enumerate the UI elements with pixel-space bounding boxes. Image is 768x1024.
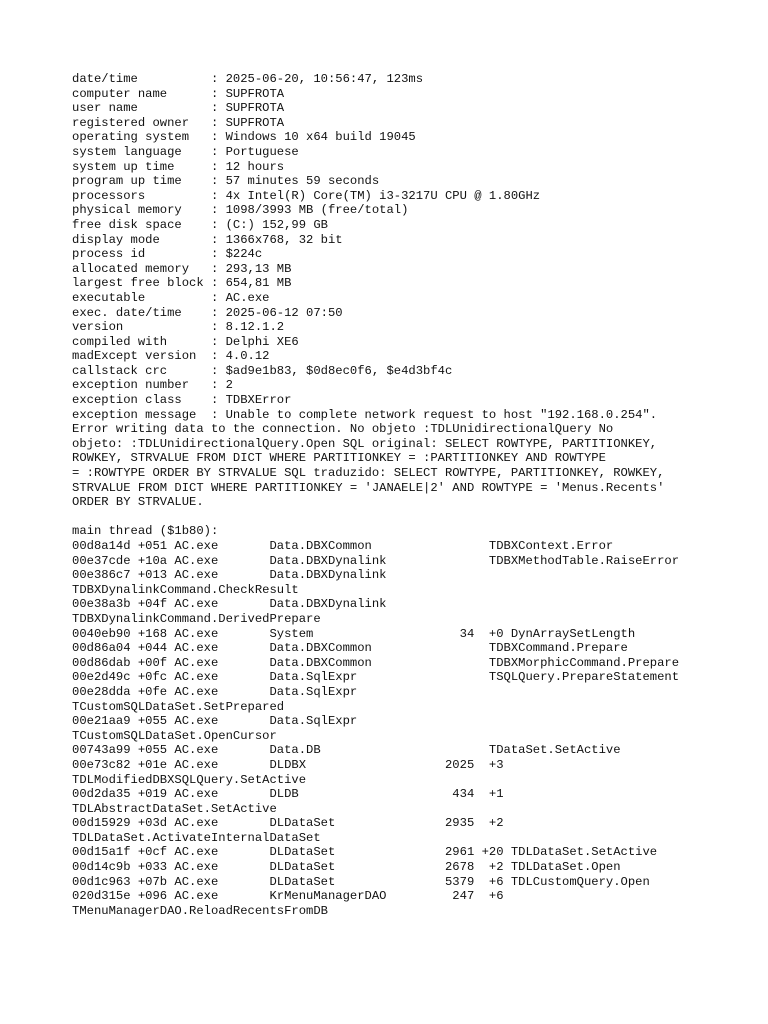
callstack-line: 00e73c82 +01e AC.exe DLDBX 2025 +3 xyxy=(72,757,504,772)
section-spacer xyxy=(72,510,752,525)
callstack-line: 0040eb90 +168 AC.exe System 34 +0 DynArraySetLength xyxy=(72,626,636,641)
callstack-line: 00e37cde +10a AC.exe Data.DBXDynalink TDBXMethodTable.RaiseError xyxy=(72,553,680,568)
report-line-system-language: system language : Portuguese xyxy=(72,144,299,159)
callstack-line: 00d8a14d +051 AC.exe Data.DBXCommon TDBXContext.Error xyxy=(72,539,614,553)
callstack-line: 00e2d49c +0fc AC.exe Data.SqlExpr TSQLQuery.PrepareStatement xyxy=(72,670,680,685)
report-line-processors: processors : 4x Intel(R) Core(TM) i3-3217U CPU @ 1.80GHz xyxy=(72,188,541,203)
report-line-largest-free-block: largest free block : 654,81 MB xyxy=(72,276,292,291)
callstack-line: 00e386c7 +013 AC.exe Data.DBXDynalink xyxy=(72,568,387,583)
callstack-line: 00d15929 +03d AC.exe DLDataSet 2935 +2 xyxy=(72,816,504,831)
callstack-line: TDLAbstractDataSet.SetActive xyxy=(72,801,277,816)
report-line-allocated-memory: allocated memory : 293,13 MB xyxy=(72,261,292,276)
callstack-line: 00e38a3b +04f AC.exe Data.DBXDynalink xyxy=(72,597,387,612)
report-line-executable: executable : AC.exe xyxy=(72,290,270,305)
bug-report-document xyxy=(72,72,752,918)
report-header-section xyxy=(72,72,752,510)
callstack-line: 00d86dab +00f AC.exe Data.DBXCommon TDBXMorphicCommand.Prepare xyxy=(72,655,680,670)
report-line-physical-memory: physical memory : 1098/3993 MB (free/total) xyxy=(72,203,409,218)
report-line-computer-name: computer name : SUPFROTA xyxy=(72,86,285,101)
callstack-line: 00d1c963 +07b AC.exe DLDataSet 5379 +6 TDLCustomQuery.Open xyxy=(72,874,650,889)
callstack-line: TDBXDynalinkCommand.DerivedPrepare xyxy=(72,611,321,626)
report-line-version: version : 8.12.1.2 xyxy=(72,320,285,335)
report-line-program-up-time: program up time : 57 minutes 59 seconds xyxy=(72,174,380,189)
thread-heading: main thread ($1b80): xyxy=(72,524,219,539)
report-line-exception-class: exception class : TDBXError xyxy=(72,393,292,408)
report-line-exception-message-cont: ORDER BY STRVALUE. xyxy=(72,495,204,510)
callstack-line: TDLDataSet.ActivateInternalDataSet xyxy=(72,830,321,845)
report-line-exception-message: exception message : Unable to complete network request to host "192.168.0.254". xyxy=(72,407,658,422)
report-line-exception-number: exception number : 2 xyxy=(72,378,233,393)
callstack-line: TDBXDynalinkCommand.CheckResult xyxy=(72,582,299,597)
callstack-line: 00e28dda +0fe AC.exe Data.SqlExpr xyxy=(72,684,358,699)
report-line-operating-system: operating system : Windows 10 x64 build 19045 xyxy=(72,130,416,145)
callstack-line: 020d315e +096 AC.exe KrMenuManagerDAO 247 +6 xyxy=(72,889,504,904)
callstack-line: TCustomSQLDataSet.SetPrepared xyxy=(72,699,285,714)
report-line-date-time: date/time : 2025-06-20, 10:56:47, 123ms xyxy=(72,72,424,86)
report-line-system-up-time: system up time : 12 hours xyxy=(72,159,285,174)
report-line-process-id: process id : $224c xyxy=(72,247,263,262)
callstack-line: 00d15a1f +0cf AC.exe DLDataSet 2961 +20 TDLDataSet.SetActive xyxy=(72,845,658,860)
callstack-section xyxy=(72,524,752,918)
callstack-line: 00d2da35 +019 AC.exe DLDB 434 +1 xyxy=(72,787,504,802)
callstack-line: TDLModifiedDBXSQLQuery.SetActive xyxy=(72,772,307,787)
report-line-madexcept-version: madExcept version : 4.0.12 xyxy=(72,349,270,364)
callstack-line: 00743a99 +055 AC.exe Data.DB TDataSet.SetActive xyxy=(72,743,621,758)
report-line-callstack-crc: callstack crc : $ad9e1b83, $0d8ec0f6, $e4d3bf4c xyxy=(72,363,453,378)
callstack-line: 00d86a04 +044 AC.exe Data.DBXCommon TDBXCommand.Prepare xyxy=(72,641,628,656)
report-line-registered-owner: registered owner : SUPFROTA xyxy=(72,115,285,130)
callstack-line: 00e21aa9 +055 AC.exe Data.SqlExpr xyxy=(72,714,358,729)
report-line-exec-date-time: exec. date/time : 2025-06-12 07:50 xyxy=(72,305,343,320)
report-line-display-mode: display mode : 1366x768, 32 bit xyxy=(72,232,343,247)
report-line-exception-message-cont: Error writing data to the connection. No objeto :TDLUnidirectionalQuery No xyxy=(72,422,614,437)
report-line-exception-message-cont: STRVALUE FROM DICT WHERE PARTITIONKEY = 'JANAELE|2' AND ROWTYPE = 'Menus.Recents' xyxy=(72,480,665,495)
callstack-line: TCustomSQLDataSet.OpenCursor xyxy=(72,728,277,743)
callstack-line: 00d14c9b +033 AC.exe DLDataSet 2678 +2 TDLDataSet.Open xyxy=(72,860,621,875)
report-line-exception-message-cont: ROWKEY, STRVALUE FROM DICT WHERE PARTITIONKEY = :PARTITIONKEY AND ROWTYPE xyxy=(72,451,606,466)
report-line-exception-message-cont: objeto: :TDLUnidirectionalQuery.Open SQL original: SELECT ROWTYPE, PARTITIONKEY, xyxy=(72,436,658,451)
callstack-line: TMenuManagerDAO.ReloadRecentsFromDB xyxy=(72,903,328,918)
report-line-user-name: user name : SUPFROTA xyxy=(72,101,285,116)
report-line-exception-message-cont: = :ROWTYPE ORDER BY STRVALUE SQL traduzido: SELECT ROWTYPE, PARTITIONKEY, ROWKEY, xyxy=(72,466,665,481)
report-line-free-disk-space: free disk space : (C:) 152,99 GB xyxy=(72,217,328,232)
report-line-compiled-with: compiled with : Delphi XE6 xyxy=(72,334,299,349)
